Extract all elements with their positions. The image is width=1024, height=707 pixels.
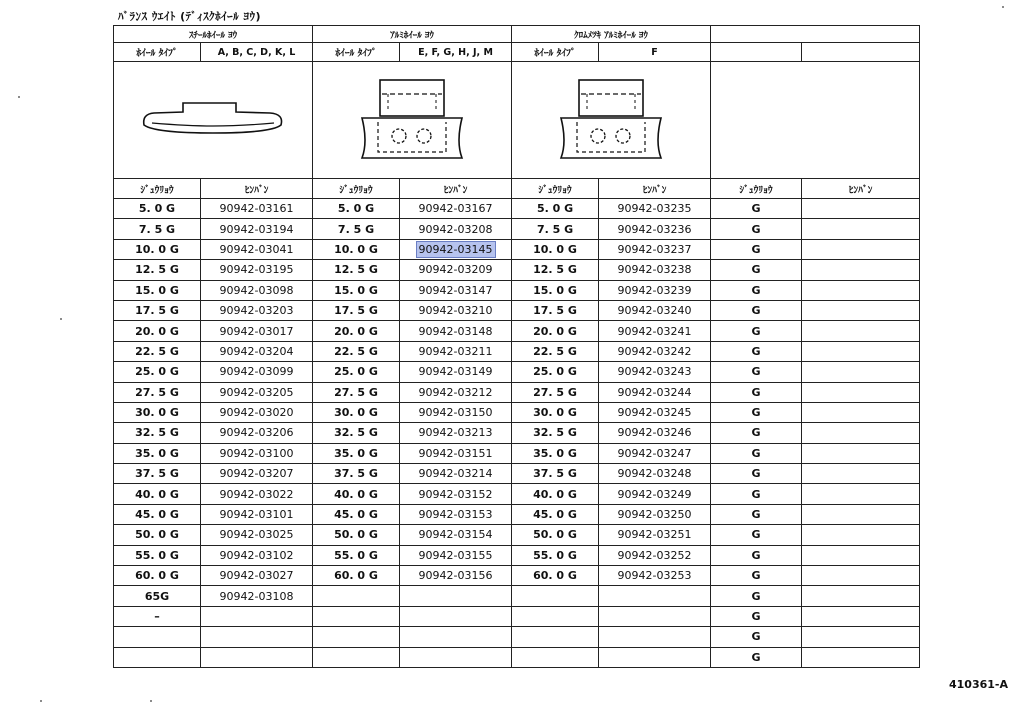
wheel-type-chrome: F xyxy=(599,43,711,62)
chrome-weight-cell: 37. 5 G xyxy=(512,464,599,484)
blank-part-number-cell xyxy=(802,647,920,667)
steel-weight-cell: 55. 0 G xyxy=(114,545,201,565)
chrome-weight-cell: 20. 0 G xyxy=(512,321,599,341)
steel-weight-cell: 37. 5 G xyxy=(114,464,201,484)
table-row xyxy=(114,382,920,402)
blank-part-number-cell xyxy=(802,627,920,647)
aluminum-part-number-cell: 90942-03148 xyxy=(400,321,512,341)
wheel-type-label: ﾎｲｰﾙ ﾀｲﾌﾟ xyxy=(114,43,201,62)
blank-part-number-cell xyxy=(802,606,920,626)
chrome-weight-cell: 12. 5 G xyxy=(512,260,599,280)
blank-part-number-cell xyxy=(802,525,920,545)
group-steel-wheel: ｽﾁｰﾙﾎｲｰﾙ ﾖｳ xyxy=(114,26,313,43)
steel-part-number-cell: 90942-03102 xyxy=(201,545,313,565)
aluminum-weight-cell: 10. 0 G xyxy=(313,239,400,259)
aluminum-part-number-cell: 90942-03150 xyxy=(400,402,512,422)
aluminum-part-number-cell: 90942-03151 xyxy=(400,443,512,463)
chrome-part-number-cell: 90942-03251 xyxy=(599,525,711,545)
steel-weight-cell: 27. 5 G xyxy=(114,382,201,402)
blank-weight-cell: G xyxy=(711,647,802,667)
aluminum-part-number-cell: 90942-03214 xyxy=(400,464,512,484)
table-row xyxy=(114,260,920,280)
blank-part-number-cell xyxy=(802,321,920,341)
page-title: ﾊﾞﾗﾝｽ ｳｴｲﾄ (ﾃﾞｨｽｸﾎｲｰﾙ ﾖｳ) xyxy=(118,10,262,23)
aluminum-part-number-cell xyxy=(400,647,512,667)
group-chrome-aluminum-wheel: ｸﾛﾑﾒﾂｷ ｱﾙﾐﾎｲｰﾙ ﾖｳ xyxy=(512,26,711,43)
chrome-weight-cell xyxy=(512,647,599,667)
steel-part-number-cell xyxy=(201,606,313,626)
blank-part-number-cell xyxy=(802,219,920,239)
steel-part-number-cell: 90942-03108 xyxy=(201,586,313,606)
steel-part-number-cell: 90942-03204 xyxy=(201,341,313,361)
aluminum-weight-cell: 30. 0 G xyxy=(313,402,400,422)
chrome-part-number-cell: 90942-03241 xyxy=(599,321,711,341)
group-aluminum-wheel: ｱﾙﾐﾎｲｰﾙ ﾖｳ xyxy=(313,26,512,43)
table-row xyxy=(114,280,920,300)
chrome-weight-cell: 35. 0 G xyxy=(512,443,599,463)
aluminum-weight-cell: 7. 5 G xyxy=(313,219,400,239)
table-row xyxy=(114,504,920,524)
steel-weight-cell: 40. 0 G xyxy=(114,484,201,504)
blank-part-number-cell xyxy=(802,504,920,524)
aluminum-weight-cell: 37. 5 G xyxy=(313,464,400,484)
steel-part-number-cell: 90942-03027 xyxy=(201,566,313,586)
steel-part-number-cell: 90942-03206 xyxy=(201,423,313,443)
scan-speck xyxy=(40,700,42,702)
blank-weight-cell: G xyxy=(711,300,802,320)
group-header-row xyxy=(114,26,920,43)
chrome-part-number-cell: 90942-03249 xyxy=(599,484,711,504)
steel-part-number-cell xyxy=(201,627,313,647)
blank-part-number-cell xyxy=(802,423,920,443)
aluminum-part-number-cell: 90942-03212 xyxy=(400,382,512,402)
steel-weight-cell: 5. 0 G xyxy=(114,199,201,219)
aluminum-weight-cell: 15. 0 G xyxy=(313,280,400,300)
steel-part-number-cell: 90942-03100 xyxy=(201,443,313,463)
aluminum-weight-cell xyxy=(313,647,400,667)
blank-part-number-cell xyxy=(802,586,920,606)
chrome-weight-cell: 40. 0 G xyxy=(512,484,599,504)
col-weight-header: ｼﾞｭｳﾘｮｳ xyxy=(711,179,802,199)
group-blank xyxy=(711,26,920,43)
table-row xyxy=(114,199,920,219)
chrome-weight-cell: 10. 0 G xyxy=(512,239,599,259)
chrome-weight-cell: 22. 5 G xyxy=(512,341,599,361)
steel-part-number-cell xyxy=(201,647,313,667)
weight-illustration-row xyxy=(114,62,920,179)
aluminum-weight-cell xyxy=(313,627,400,647)
aluminum-part-number-cell: 90942-03153 xyxy=(400,504,512,524)
aluminum-part-number-cell: 90942-03167 xyxy=(400,199,512,219)
table-row xyxy=(114,464,920,484)
chrome-weight-cell: 17. 5 G xyxy=(512,300,599,320)
steel-part-number-cell: 90942-03017 xyxy=(201,321,313,341)
blank-part-number-cell xyxy=(802,545,920,565)
table-row xyxy=(114,647,920,667)
blank-weight-cell: G xyxy=(711,443,802,463)
blank-weight-cell: G xyxy=(711,260,802,280)
balance-weight-table xyxy=(113,25,920,668)
steel-part-number-cell: 90942-03025 xyxy=(201,525,313,545)
chrome-weight-cell xyxy=(512,586,599,606)
steel-weight-cell: 35. 0 G xyxy=(114,443,201,463)
scan-speck xyxy=(150,700,152,702)
aluminum-weight-cell: 25. 0 G xyxy=(313,362,400,382)
adhesive-weight-icon xyxy=(551,72,671,168)
steel-weight-cell: 50. 0 G xyxy=(114,525,201,545)
blank-weight-cell: G xyxy=(711,199,802,219)
aluminum-weight-cell: 5. 0 G xyxy=(313,199,400,219)
blank-weight-cell: G xyxy=(711,362,802,382)
table-row xyxy=(114,606,920,626)
steel-part-number-cell: 90942-03203 xyxy=(201,300,313,320)
steel-weight-cell: 25. 0 G xyxy=(114,362,201,382)
aluminum-part-number-cell xyxy=(400,606,512,626)
table-row xyxy=(114,484,920,504)
steel-weight-cell: 12. 5 G xyxy=(114,260,201,280)
table-row xyxy=(114,219,920,239)
wheel-type-blank-label xyxy=(711,43,802,62)
blank-weight-cell: G xyxy=(711,239,802,259)
aluminum-weight-cell xyxy=(313,606,400,626)
chrome-part-number-cell: 90942-03237 xyxy=(599,239,711,259)
chrome-part-number-cell xyxy=(599,606,711,626)
chrome-weight-cell: 32. 5 G xyxy=(512,423,599,443)
chrome-part-number-cell: 90942-03250 xyxy=(599,504,711,524)
aluminum-part-number-cell: 90942-03208 xyxy=(400,219,512,239)
blank-weight-cell: G xyxy=(711,402,802,422)
aluminum-part-number-cell: 90942-03156 xyxy=(400,566,512,586)
steel-weight-cell: 30. 0 G xyxy=(114,402,201,422)
chrome-part-number-cell: 90942-03238 xyxy=(599,260,711,280)
blank-weight-cell: G xyxy=(711,464,802,484)
steel-weight-cell xyxy=(114,627,201,647)
col-weight-header: ｼﾞｭｳﾘｮｳ xyxy=(512,179,599,199)
clip-weight-icon xyxy=(138,95,288,145)
blank-part-number-cell xyxy=(802,239,920,259)
aluminum-adhesive-weight-illustration xyxy=(313,62,512,179)
steel-weight-cell: 65G xyxy=(114,586,201,606)
blank-part-number-cell xyxy=(802,443,920,463)
steel-part-number-cell: 90942-03207 xyxy=(201,464,313,484)
aluminum-weight-cell: 35. 0 G xyxy=(313,443,400,463)
aluminum-weight-cell: 50. 0 G xyxy=(313,525,400,545)
chrome-part-number-cell: 90942-03235 xyxy=(599,199,711,219)
chrome-part-number-cell: 90942-03240 xyxy=(599,300,711,320)
aluminum-part-number-cell: 90942-03211 xyxy=(400,341,512,361)
chrome-weight-cell: 7. 5 G xyxy=(512,219,599,239)
aluminum-part-number-cell: 90942-03147 xyxy=(400,280,512,300)
wheel-type-steel: A, B, C, D, K, L xyxy=(201,43,313,62)
steel-part-number-cell: 90942-03099 xyxy=(201,362,313,382)
chrome-weight-cell xyxy=(512,606,599,626)
chrome-weight-cell: 50. 0 G xyxy=(512,525,599,545)
table-row xyxy=(114,443,920,463)
steel-weight-cell: 32. 5 G xyxy=(114,423,201,443)
steel-part-number-cell: 90942-03020 xyxy=(201,402,313,422)
table-row xyxy=(114,239,920,259)
wheel-type-row xyxy=(114,43,920,62)
col-weight-header: ｼﾞｭｳﾘｮｳ xyxy=(313,179,400,199)
aluminum-weight-cell: 22. 5 G xyxy=(313,341,400,361)
aluminum-part-number-cell: 90942-03210 xyxy=(400,300,512,320)
blank-weight-cell: G xyxy=(711,545,802,565)
chrome-weight-cell: 25. 0 G xyxy=(512,362,599,382)
wheel-type-label: ﾎｲｰﾙ ﾀｲﾌﾟ xyxy=(512,43,599,62)
aluminum-weight-cell: 40. 0 G xyxy=(313,484,400,504)
blank-illustration xyxy=(711,62,920,179)
wheel-type-blank xyxy=(802,43,920,62)
blank-weight-cell: G xyxy=(711,627,802,647)
steel-weight-cell: 7. 5 G xyxy=(114,219,201,239)
steel-clip-weight-illustration xyxy=(114,62,313,179)
chrome-part-number-cell: 90942-03246 xyxy=(599,423,711,443)
blank-weight-cell: G xyxy=(711,219,802,239)
steel-part-number-cell: 90942-03041 xyxy=(201,239,313,259)
steel-part-number-cell: 90942-03101 xyxy=(201,504,313,524)
chrome-part-number-cell: 90942-03253 xyxy=(599,566,711,586)
col-part-header: ﾋﾝﾊﾞﾝ xyxy=(802,179,920,199)
steel-weight-cell: 15. 0 G xyxy=(114,280,201,300)
blank-weight-cell: G xyxy=(711,423,802,443)
steel-weight-cell xyxy=(114,647,201,667)
scan-speck xyxy=(60,318,62,320)
chrome-part-number-cell xyxy=(599,586,711,606)
chrome-part-number-cell: 90942-03239 xyxy=(599,280,711,300)
steel-part-number-cell: 90942-03161 xyxy=(201,199,313,219)
chrome-weight-cell: 15. 0 G xyxy=(512,280,599,300)
adhesive-weight-icon xyxy=(352,72,472,168)
steel-weight-cell: 10. 0 G xyxy=(114,239,201,259)
table-row xyxy=(114,545,920,565)
aluminum-part-number-cell: 90942-03155 xyxy=(400,545,512,565)
steel-weight-cell: 20. 0 G xyxy=(114,321,201,341)
aluminum-weight-cell: 27. 5 G xyxy=(313,382,400,402)
chrome-weight-cell: 5. 0 G xyxy=(512,199,599,219)
steel-weight-cell: – xyxy=(114,606,201,626)
blank-weight-cell: G xyxy=(711,606,802,626)
table-row xyxy=(114,402,920,422)
steel-part-number-cell: 90942-03194 xyxy=(201,219,313,239)
table-row xyxy=(114,341,920,361)
col-weight-header: ｼﾞｭｳﾘｮｳ xyxy=(114,179,201,199)
blank-part-number-cell xyxy=(802,362,920,382)
blank-part-number-cell xyxy=(802,566,920,586)
steel-part-number-cell: 90942-03205 xyxy=(201,382,313,402)
table-row xyxy=(114,362,920,382)
aluminum-part-number-cell xyxy=(400,586,512,606)
blank-part-number-cell xyxy=(802,484,920,504)
blank-part-number-cell xyxy=(802,382,920,402)
chrome-weight-cell: 55. 0 G xyxy=(512,545,599,565)
scan-speck xyxy=(1002,6,1004,8)
blank-weight-cell: G xyxy=(711,280,802,300)
table-row xyxy=(114,423,920,443)
blank-weight-cell: G xyxy=(711,525,802,545)
blank-part-number-cell xyxy=(802,464,920,484)
chrome-adhesive-weight-illustration xyxy=(512,62,711,179)
table-row xyxy=(114,586,920,606)
steel-weight-cell: 17. 5 G xyxy=(114,300,201,320)
table-row xyxy=(114,627,920,647)
chrome-part-number-cell: 90942-03245 xyxy=(599,402,711,422)
chrome-weight-cell xyxy=(512,627,599,647)
blank-part-number-cell xyxy=(802,260,920,280)
chrome-weight-cell: 45. 0 G xyxy=(512,504,599,524)
blank-weight-cell: G xyxy=(711,321,802,341)
col-part-header: ﾋﾝﾊﾞﾝ xyxy=(201,179,313,199)
steel-weight-cell: 45. 0 G xyxy=(114,504,201,524)
blank-part-number-cell xyxy=(802,341,920,361)
steel-part-number-cell: 90942-03022 xyxy=(201,484,313,504)
steel-weight-cell: 60. 0 G xyxy=(114,566,201,586)
col-part-header: ﾋﾝﾊﾞﾝ xyxy=(400,179,512,199)
blank-weight-cell: G xyxy=(711,484,802,504)
aluminum-part-number-cell: 90942-03149 xyxy=(400,362,512,382)
highlighted-part-number[interactable]: 90942-03145 xyxy=(418,242,493,256)
aluminum-weight-cell: 12. 5 G xyxy=(313,260,400,280)
chrome-weight-cell: 30. 0 G xyxy=(512,402,599,422)
table-row xyxy=(114,300,920,320)
chrome-part-number-cell: 90942-03252 xyxy=(599,545,711,565)
wheel-type-label: ﾎｲｰﾙ ﾀｲﾌﾟ xyxy=(313,43,400,62)
chrome-part-number-cell xyxy=(599,647,711,667)
aluminum-part-number-cell: 90942-03213 xyxy=(400,423,512,443)
blank-weight-cell: G xyxy=(711,382,802,402)
aluminum-part-number-cell: 90942-03154 xyxy=(400,525,512,545)
aluminum-part-number-cell xyxy=(400,627,512,647)
blank-weight-cell: G xyxy=(711,566,802,586)
blank-part-number-cell xyxy=(802,280,920,300)
aluminum-part-number-cell: 90942-03152 xyxy=(400,484,512,504)
steel-part-number-cell: 90942-03195 xyxy=(201,260,313,280)
chrome-part-number-cell xyxy=(599,627,711,647)
chrome-part-number-cell: 90942-03248 xyxy=(599,464,711,484)
aluminum-weight-cell xyxy=(313,586,400,606)
wheel-type-aluminum: E, F, G, H, J, M xyxy=(400,43,512,62)
blank-weight-cell: G xyxy=(711,341,802,361)
blank-part-number-cell xyxy=(802,402,920,422)
chrome-weight-cell: 27. 5 G xyxy=(512,382,599,402)
table-row xyxy=(114,525,920,545)
chrome-part-number-cell: 90942-03244 xyxy=(599,382,711,402)
table-row xyxy=(114,566,920,586)
chrome-weight-cell: 60. 0 G xyxy=(512,566,599,586)
blank-part-number-cell xyxy=(802,199,920,219)
figure-reference-code: 410361-A xyxy=(948,678,1008,691)
aluminum-weight-cell: 20. 0 G xyxy=(313,321,400,341)
blank-weight-cell: G xyxy=(711,586,802,606)
steel-part-number-cell: 90942-03098 xyxy=(201,280,313,300)
steel-weight-cell: 22. 5 G xyxy=(114,341,201,361)
table-row xyxy=(114,321,920,341)
aluminum-weight-cell: 45. 0 G xyxy=(313,504,400,524)
aluminum-weight-cell: 55. 0 G xyxy=(313,545,400,565)
chrome-part-number-cell: 90942-03247 xyxy=(599,443,711,463)
aluminum-part-number-cell: 90942-03209 xyxy=(400,260,512,280)
column-header-row xyxy=(114,179,920,199)
aluminum-weight-cell: 32. 5 G xyxy=(313,423,400,443)
aluminum-part-number-cell xyxy=(400,239,512,259)
aluminum-weight-cell: 60. 0 G xyxy=(313,566,400,586)
blank-part-number-cell xyxy=(802,300,920,320)
chrome-part-number-cell: 90942-03243 xyxy=(599,362,711,382)
aluminum-weight-cell: 17. 5 G xyxy=(313,300,400,320)
chrome-part-number-cell: 90942-03242 xyxy=(599,341,711,361)
scan-speck xyxy=(18,96,20,98)
chrome-part-number-cell: 90942-03236 xyxy=(599,219,711,239)
col-part-header: ﾋﾝﾊﾞﾝ xyxy=(599,179,711,199)
blank-weight-cell: G xyxy=(711,504,802,524)
